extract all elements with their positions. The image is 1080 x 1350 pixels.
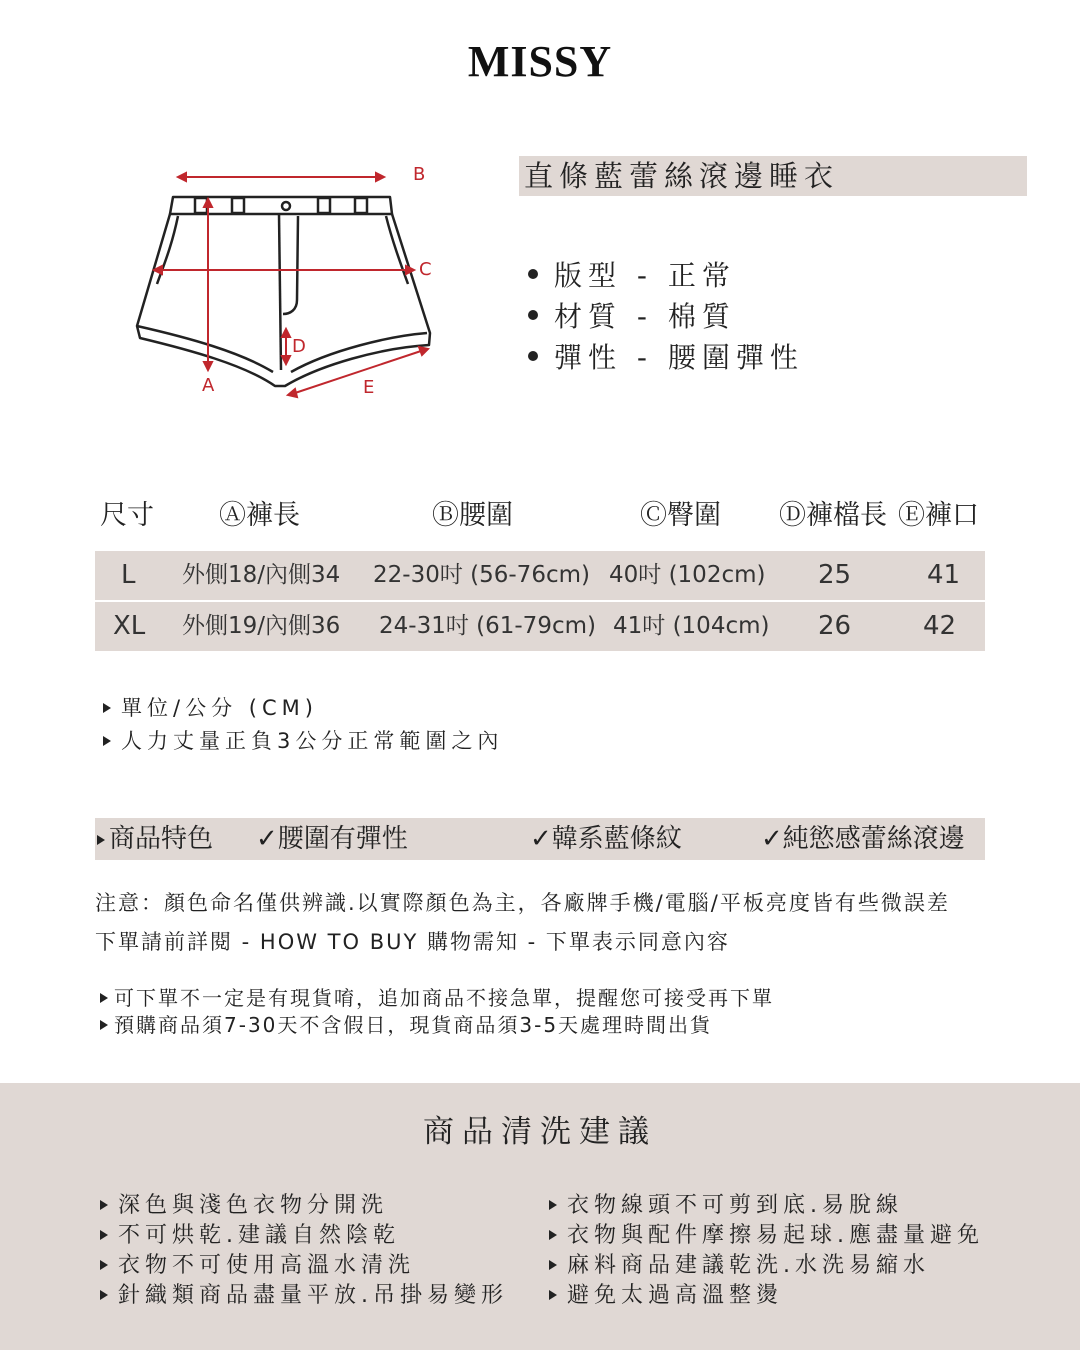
cell-rise: 26 [818,611,852,641]
spec-item: 材質 - 棉質 [528,299,736,335]
brand-logo: MISSY [467,37,613,86]
washing-item: 麻料商品建議乾洗.水洗易縮水 [549,1251,930,1281]
features-label: 商品特色 [97,821,213,857]
label-a: A [202,375,215,396]
triangle-icon [100,993,108,1003]
triangle-icon [549,1230,557,1240]
order-note: 預購商品須7-30天不含假日，現貨商品須3-5天處理時間出貨 [100,1011,712,1039]
triangle-icon [100,1290,108,1300]
cell-hip: 40吋 (102cm) [609,562,766,588]
washing-title: 商品清洗建議 [423,1114,657,1150]
bullet-icon [528,269,538,279]
caution-line: 注意：顏色命名僅供辨識.以實際顏色為主，各廠牌手機/電腦/平板亮度皆有些微誤差 [95,891,950,915]
spec-item: 版型 - 正常 [528,258,736,294]
label-b: B [413,164,426,185]
washing-item: 不可烘乾.建議自然陰乾 [100,1221,400,1251]
triangle-icon [100,1020,108,1030]
order-note: 可下單不一定是有現貨唷，追加商品不接急單，提醒您可接受再下單 [100,984,774,1012]
triangle-icon [100,1200,108,1210]
cell-length: 外側18/內側34 [182,562,341,588]
triangle-icon [100,1260,108,1270]
shorts-measurement-diagram [125,155,445,415]
header-rise: Ⓓ褲檔長 [779,500,887,531]
spec-item: 彈性 - 腰圍彈性 [528,340,804,376]
cell-hem: 42 [923,611,957,641]
feature-item: ✓韓系藍條紋 [530,824,682,854]
cell-waist: 22-30吋 (56-76cm) [373,562,590,588]
feature-item: ✓腰圍有彈性 [256,824,408,854]
washing-item: 衣物與配件摩擦易起球.應盡量避免 [549,1221,984,1251]
size-note: 單位/公分 (CM) [103,694,318,722]
triangle-icon [103,703,111,713]
cell-hem: 41 [927,560,961,590]
washing-item: 針織類商品盡量平放.吊掛易變形 [100,1281,508,1311]
label-e: E [363,377,375,398]
bullet-icon [528,310,538,320]
washing-item: 衣物線頭不可剪到底.易脫線 [549,1191,903,1221]
cell-rise: 25 [818,560,852,590]
triangle-icon [549,1260,557,1270]
triangle-icon [549,1200,557,1210]
cell-hip: 41吋 (104cm) [613,613,770,639]
caution-line: 下單請前詳閱 - HOW TO BUY 購物需知 - 下單表示同意內容 [95,930,730,954]
header-hem: Ⓔ褲口 [898,500,979,531]
triangle-icon [103,736,111,746]
feature-item: ✓純慾感蕾絲滾邊 [761,824,965,854]
washing-item: 避免太過高溫整燙 [549,1281,783,1311]
cell-length: 外側19/內側36 [182,613,341,639]
product-title: 直條藍蕾絲滾邊睡衣 [524,159,840,193]
header-length: Ⓐ褲長 [219,500,300,531]
label-c: C [419,259,432,280]
cell-size: L [121,560,136,590]
label-d: D [292,336,306,357]
washing-item: 深色與淺色衣物分開洗 [100,1191,388,1221]
triangle-icon [100,1230,108,1240]
header-waist: Ⓑ腰圍 [432,500,513,531]
cell-size: XL [113,611,146,641]
triangle-icon [97,835,105,845]
size-note: 人力丈量正負3公分正常範圍之內 [103,727,503,755]
washing-item: 衣物不可使用高溫水清洗 [100,1251,415,1281]
triangle-icon [549,1290,557,1300]
header-hip: Ⓒ臀圍 [640,500,721,531]
bullet-icon [528,351,538,361]
cell-waist: 24-31吋 (61-79cm) [379,613,596,639]
header-size: 尺寸 [100,500,154,531]
